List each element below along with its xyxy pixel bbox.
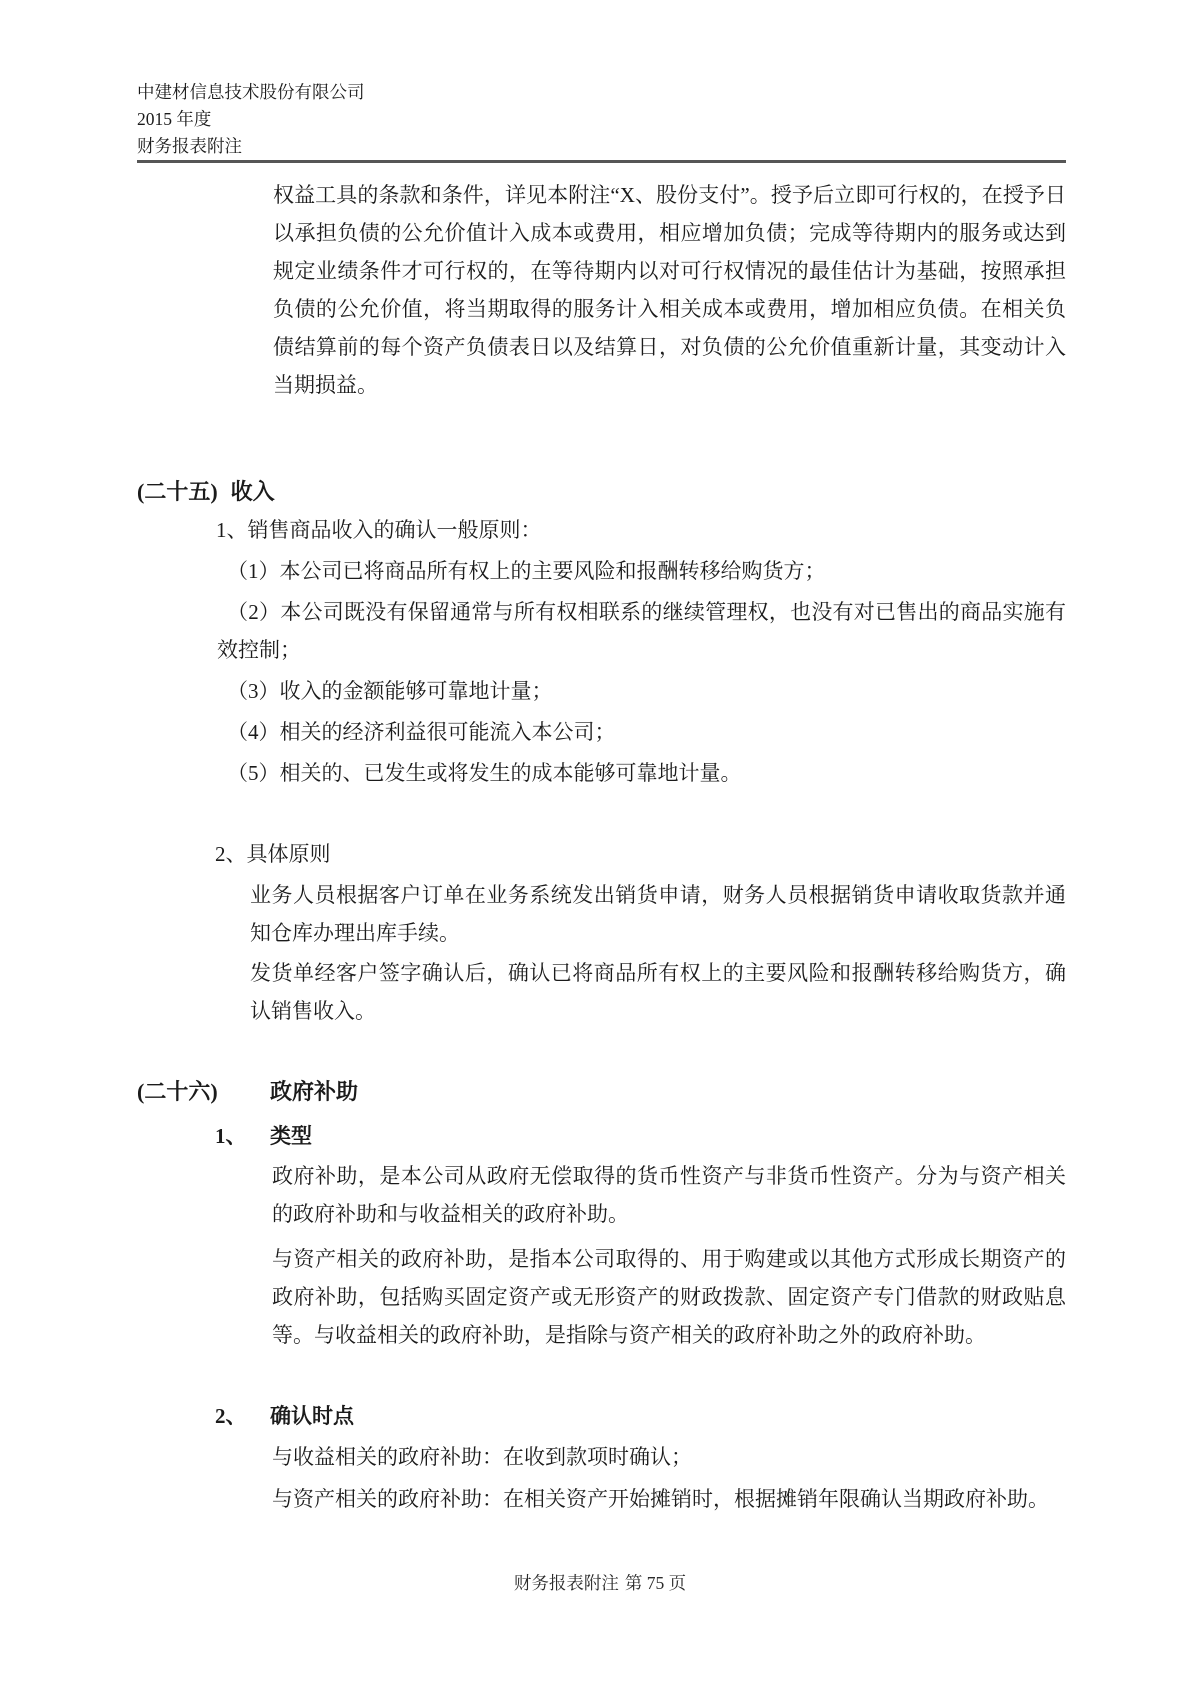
section-25-item2-paragraph-1: 业务人员根据客户订单在业务系统发出销货申请，财务人员根据销货申请收取货款并通知仓库办理出库手续。 xyxy=(250,883,1066,945)
section-26-sub2-title: 确认时点 xyxy=(270,1404,354,1428)
section-26-sub1-heading xyxy=(215,1117,1066,1155)
section-26-heading xyxy=(137,1073,1066,1111)
section-25-item2-paragraph-2: 发货单经客户签字确认后，确认已将商品所有权上的主要风险和报酬转移给购货方，确认销售收入。 xyxy=(250,961,1066,1023)
page-header xyxy=(137,79,1066,160)
revenue-principle-4: （4）相关的经济利益很可能流入本公司； xyxy=(227,720,616,744)
section-26-sub1-paragraph-2: 与资产相关的政府补助，是指本公司取得的、用于购建或以其他方式形成长期资产的政府补助，包括购买固定资产或无形资产的财政拨款、固定资产专门借款的财政贴息等。与收益相关的政府补助，是指除与资产相关的政府补助之外的政府补助。 xyxy=(272,1247,1066,1347)
report-year: 2015 年度 xyxy=(137,109,212,129)
revenue-principle-5: （5）相关的、已发生或将发生的成本能够可靠地计量。 xyxy=(227,761,742,785)
section-25-item1-heading: 1、销售商品收入的确认一般原则： xyxy=(216,518,542,542)
footer-label: 财务报表附注 xyxy=(513,1573,619,1593)
footer-page-number: 第 75 页 xyxy=(624,1573,687,1593)
section-25-number: (二十五) xyxy=(137,479,218,504)
header-rule xyxy=(137,160,1066,163)
section-26-title: 政府补助 xyxy=(270,1079,359,1104)
section-26-number: (二十六) xyxy=(137,1079,218,1104)
section-26-sub2-paragraph-2: 与资产相关的政府补助：在相关资产开始摊销时，根据摊销年限确认当期政府补助。 xyxy=(272,1487,1049,1511)
section-25-heading xyxy=(137,473,1066,511)
company-name: 中建材信息技术股份有限公司 xyxy=(137,82,365,102)
section-26-sub2-number: 2、 xyxy=(215,1404,247,1428)
revenue-principle-1: （1）本公司已将商品所有权上的主要风险和报酬转移给购货方； xyxy=(227,559,826,583)
section-26-sub1-number: 1、 xyxy=(215,1124,247,1148)
section-26-sub1-paragraph-1: 政府补助，是本公司从政府无偿取得的货币性资产与非货币性资产。分为与资产相关的政府补助和与收益相关的政府补助。 xyxy=(272,1164,1066,1226)
section-26-sub2-paragraph-1: 与收益相关的政府补助：在收到款项时确认； xyxy=(272,1445,692,1469)
intro-paragraph: 权益工具的条款和条件，详见本附注“X、股份支付”。授予后立即可行权的，在授予日以承担负债的公允价值计入成本或费用，相应增加负债；完成等待期内的服务或达到规定业绩条件才可行权的，在等待期内以对可行权情况的最佳估计为基础，按照承担负债的公允价值，将当期取得的服务计入相关成本或费用，增加相应负债。在相关负债结算前的每个资产负债表日以及结算日，对负债的公允价值重新计量，其变动计入当期损益。 xyxy=(273,183,1066,397)
section-26-sub1-title: 类型 xyxy=(270,1124,312,1148)
revenue-principle-2: （2）本公司既没有保留通常与所有权相联系的继续管理权，也没有对已售出的商品实施有效控制； xyxy=(217,600,1066,662)
section-26-sub2-heading xyxy=(215,1397,1066,1435)
page-footer xyxy=(0,1570,1200,1596)
doc-title: 财务报表附注 xyxy=(137,136,242,156)
revenue-principle-3: （3）收入的金额能够可靠地计量； xyxy=(227,679,553,703)
section-25-title: 收入 xyxy=(230,479,275,504)
section-25-item2-heading: 2、具体原则 xyxy=(215,842,331,866)
